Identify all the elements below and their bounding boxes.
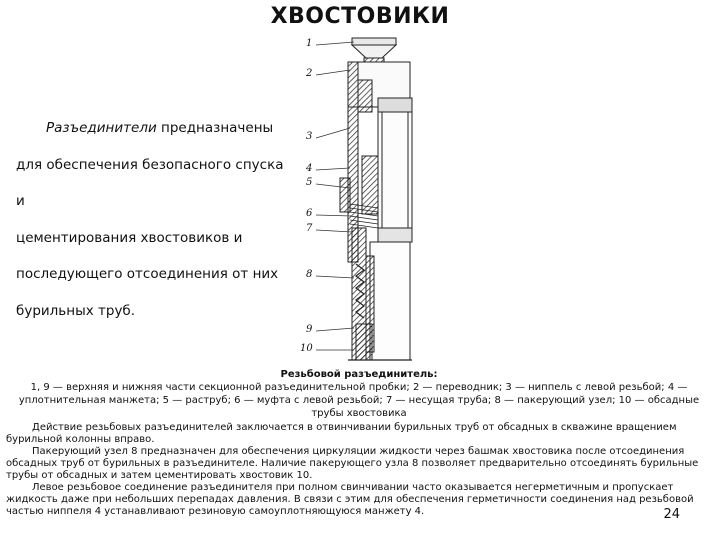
callout-3: 3 bbox=[306, 131, 313, 142]
callout-6: 6 bbox=[306, 208, 313, 219]
intro-line-3: цементирования хвостовиков и bbox=[16, 229, 243, 246]
disconnector-svg bbox=[290, 28, 430, 368]
callout-1: 1 bbox=[306, 38, 313, 49]
caption-text: 1, 9 — верхняя и нижняя части секционной разъединительной пробки; 2 — переводник; 3 — ниппель с левой резьбой; 4 — уплотнительная манжета; 5 — раструб; 6 — муфта с левой резьбой; 7 — несущая труба; 8 — пакерующий узел; 10 — обсадные трубы хвостовика bbox=[18, 382, 700, 419]
callout-4: 4 bbox=[306, 163, 313, 174]
callout-5: 5 bbox=[306, 177, 313, 188]
intro-line-2: для обеспечения безопасного спуска и bbox=[16, 156, 284, 209]
intro-line-5: бурильных труб. bbox=[16, 302, 136, 319]
paragraph-1: Действие резьбовых разъединителей заключается в отвинчивании бурильных труб от обсадных в скважине вращением бурильной колонны вправо. bbox=[6, 422, 677, 445]
callout-7: 7 bbox=[306, 223, 313, 234]
paragraph-3: Левое резьбовое соединение разъединителя при полном свинчивании часто оказывается негерметичным и пропускает жидкость даже при небольших перепадах давления. В связи с этим для обеспечения герметичности соединения над резьбовой частью ниппеля 4 устанавливают резиновую самоуплотняющуюся манжету 4. bbox=[6, 482, 694, 517]
intro-lead-term: Разъединители bbox=[46, 120, 157, 136]
body-text bbox=[6, 422, 706, 518]
intro-line-1-rest: предназначены bbox=[156, 120, 274, 136]
intro-text bbox=[16, 110, 286, 329]
paragraph-2: Пакерующий узел 8 предназначен для обеспечения циркуляции жидкости через башмак хвостовика после отсоединения обсадных труб от бурильных в разъединителе. Наличие пакерующего узла 8 позволяет предварительно отсоединять бурильные трубы от обсадных и затем цементировать хвостовик 10. bbox=[6, 446, 699, 481]
callout-8: 8 bbox=[306, 269, 313, 280]
intro-line-1 bbox=[16, 110, 286, 147]
figure-caption bbox=[8, 368, 710, 420]
callout-9: 9 bbox=[306, 324, 313, 335]
page-number: 24 bbox=[663, 507, 680, 522]
callout-10: 10 bbox=[300, 343, 313, 354]
callout-2: 2 bbox=[306, 68, 313, 79]
caption-title: Резьбовой разъединитель: bbox=[280, 369, 438, 380]
intro-line-4: последующего отсоединения от них bbox=[16, 266, 279, 282]
disconnector-drawing bbox=[290, 28, 430, 368]
slide-title: ХВОСТОВИКИ bbox=[270, 4, 450, 29]
